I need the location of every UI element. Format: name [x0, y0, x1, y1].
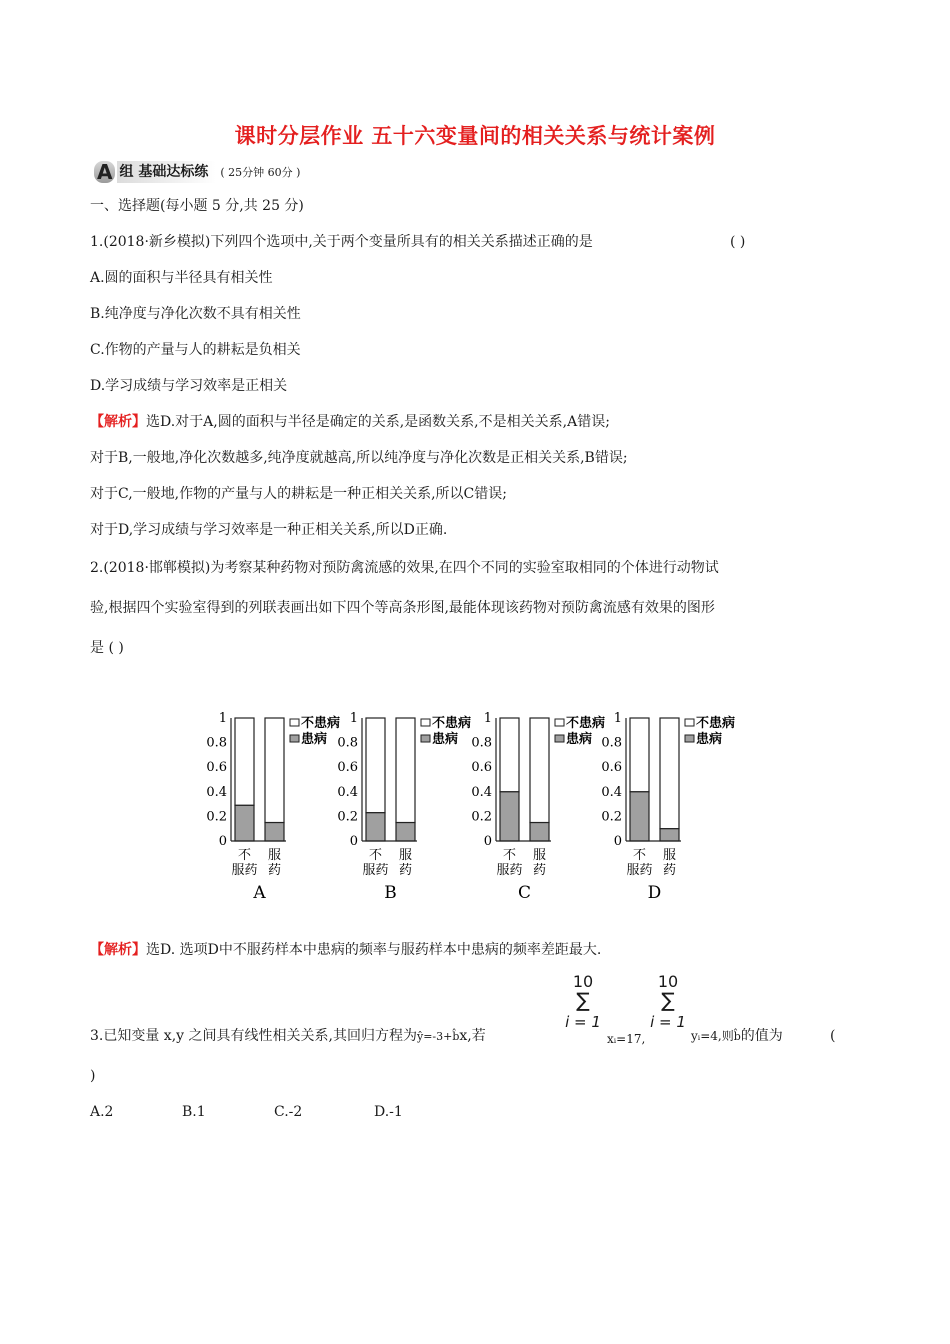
group-title: 组 基础达标练	[117, 161, 216, 183]
q3-stem-part-2	[691, 1026, 783, 1047]
legend-swatch-sick	[290, 735, 299, 742]
q1-option-d: D.学习成绩与学习效率是正相关	[90, 378, 288, 394]
q3-equation: =-3+	[423, 1030, 453, 1043]
bar-sick	[396, 823, 415, 841]
b-hat-symbol: b̂	[452, 1030, 460, 1043]
q3-sum-y: yᵢ=4,则	[691, 1029, 734, 1043]
group-letter-badge: A	[94, 161, 115, 183]
y-tick-label: 0.4	[471, 784, 492, 800]
legend-label: 患病	[566, 732, 593, 747]
q1-option-c: C.作物的产量与人的耕耘是负相关	[90, 342, 301, 358]
category-label: 服	[532, 848, 547, 863]
panel-label: B	[384, 883, 397, 903]
y-tick-label: 0.8	[601, 735, 622, 751]
category-label: 不	[237, 848, 252, 863]
group-time-note: ( 25分钟 60分 )	[220, 166, 301, 179]
bar-not-sick	[396, 718, 415, 823]
category-label: 药	[662, 863, 677, 878]
bar-not-sick	[235, 718, 254, 805]
category-label: 不	[368, 848, 383, 863]
bar-not-sick	[265, 718, 284, 823]
q2-analysis	[90, 940, 601, 960]
y-tick-label: 0.4	[601, 784, 622, 800]
y-tick-label: 0.2	[601, 809, 622, 825]
sum2-sigma-icon: ∑	[661, 988, 675, 1012]
category-label: 服药	[496, 863, 523, 878]
legend-label: 不患病	[566, 716, 606, 731]
bar-not-sick	[630, 718, 649, 792]
sum1-upper-limit: 10	[572, 972, 594, 991]
bar-not-sick	[366, 718, 385, 813]
q1-option-b: B.纯净度与净化次数不具有相关性	[90, 306, 301, 322]
panel-label: C	[517, 883, 532, 903]
legend-swatch-sick	[421, 735, 430, 742]
bar-sick	[235, 805, 254, 841]
q1-stem: 1.(2018·新乡模拟)下列四个选项中,关于两个变量所具有的相关关系描述正确的是	[90, 234, 593, 250]
sum2-upper-limit: 10	[657, 972, 679, 991]
y-tick-label: 0	[218, 834, 227, 849]
y-tick-label: 0.4	[206, 784, 227, 800]
q1-analysis-line-1	[90, 412, 610, 432]
category-label: 药	[532, 863, 547, 878]
y-tick-label: 0	[483, 834, 492, 849]
q3-option-a: A.2	[90, 1104, 114, 1120]
bar-charts-figure	[190, 700, 770, 910]
category-label: 药	[398, 863, 413, 878]
q1-analysis-line-4: 对于D,学习成绩与学习效率是一种正相关关系,所以D正确.	[90, 522, 448, 538]
sum1-sigma-icon: ∑	[576, 988, 590, 1012]
legend-label: 患病	[696, 732, 723, 747]
category-label: 服药	[626, 863, 653, 878]
y-tick-label: 1	[349, 711, 358, 726]
y-tick-label: 0	[349, 834, 358, 849]
y-tick-label: 1	[483, 711, 492, 726]
q3-option-c: C.-2	[274, 1104, 303, 1120]
q3-stem-tail: 的值为	[740, 1028, 783, 1044]
category-label: 服	[662, 848, 677, 863]
section-banner	[94, 161, 300, 183]
q2-analysis-label: 【解析】	[90, 942, 146, 958]
bar-sick	[630, 792, 649, 841]
y-tick-label: 0.2	[206, 809, 227, 825]
section-heading: 一、选择题(每小题 5 分,共 25 分)	[90, 198, 304, 214]
q3-option-b: B.1	[182, 1104, 206, 1120]
q2-stem-line-3: 是 ( )	[90, 640, 124, 656]
y-tick-label: 0.2	[337, 809, 358, 825]
q3-sum-x: xᵢ=17,	[607, 1032, 646, 1046]
y-tick-label: 0.2	[471, 809, 492, 825]
category-label: 服药	[231, 863, 258, 878]
legend-label: 不患病	[696, 716, 736, 731]
page-title: 课时分层作业 五十六变量间的相关关系与统计案例	[234, 124, 716, 148]
bar-sick	[366, 813, 385, 841]
y-tick-label: 0.6	[471, 760, 492, 776]
q3-stem-pre: 3.已知变量 x,y 之间具有线性相关关系,其回归方程为	[90, 1028, 417, 1044]
b-hat-symbol-2: b̂	[733, 1030, 741, 1043]
q1-analysis-text: 选D.对于A,圆的面积与半径是确定的关系,是函数关系,不是相关关系,A错误;	[146, 414, 610, 430]
bar-not-sick	[660, 718, 679, 829]
category-label: 药	[267, 863, 282, 878]
bar-sick	[530, 823, 549, 841]
sum1-lower-limit: i = 1	[565, 1013, 601, 1031]
q2-analysis-text: 选D. 选项D中不服药样本中患病的频率与服药样本中患病的频率差距最大.	[146, 942, 602, 958]
y-tick-label: 1	[613, 711, 622, 726]
y-tick-label: 0.6	[337, 760, 358, 776]
q3-stem-part-1	[90, 1026, 486, 1047]
category-label: 不	[502, 848, 517, 863]
legend-swatch-not-sick	[685, 719, 694, 726]
bar-sick	[660, 829, 679, 841]
legend-label: 患病	[432, 732, 459, 747]
bar-not-sick	[530, 718, 549, 823]
y-tick-label: 0.8	[206, 735, 227, 751]
legend-swatch-sick	[555, 735, 564, 742]
y-tick-label: 0	[613, 834, 622, 849]
y-hat-symbol: ŷ	[416, 1030, 424, 1043]
y-tick-label: 0.6	[206, 760, 227, 776]
category-label: 服药	[362, 863, 389, 878]
q1-analysis-line-3: 对于C,一般地,作物的产量与人的耕耘是一种正相关关系,所以C错误;	[90, 486, 507, 502]
q3-stem-mid: x,若	[459, 1028, 486, 1044]
legend-swatch-sick	[685, 735, 694, 742]
q2-stem-line-1: 2.(2018·邯郸模拟)为考察某种药物对预防禽流感的效果,在四个不同的实验室取相同的个体进行动物试	[90, 560, 719, 576]
category-label: 服	[398, 848, 413, 863]
category-label: 服	[267, 848, 282, 863]
y-tick-label: 0.4	[337, 784, 358, 800]
bar-sick	[500, 792, 519, 841]
panel-label: D	[647, 883, 662, 903]
q3-option-d: D.-1	[374, 1104, 403, 1120]
legend-label: 不患病	[301, 716, 341, 731]
legend-label: 不患病	[432, 716, 472, 731]
bar-sick	[265, 823, 284, 841]
q1-option-a: A.圆的面积与半径具有相关性	[90, 270, 273, 286]
sum2-lower-limit: i = 1	[650, 1013, 686, 1031]
legend-swatch-not-sick	[555, 719, 564, 726]
q1-analysis-label: 【解析】	[90, 414, 146, 430]
legend-swatch-not-sick	[421, 719, 430, 726]
q3-paren-open: (	[830, 1028, 836, 1044]
panel-label: A	[253, 883, 266, 903]
legend-swatch-not-sick	[290, 719, 299, 726]
legend-label: 患病	[301, 732, 328, 747]
q1-answer-paren: ( )	[730, 234, 746, 250]
q1-analysis-line-2: 对于B,一般地,净化次数越多,纯净度就越高,所以纯净度与净化次数是正相关关系,B错误;	[90, 450, 628, 466]
q2-stem-line-2: 验,根据四个实验室得到的列联表画出如下四个等高条形图,最能体现该药物对预防禽流感有效果的图形	[90, 600, 715, 616]
q3-paren-close: )	[90, 1068, 96, 1084]
y-tick-label: 0.8	[471, 735, 492, 751]
category-label: 不	[632, 848, 647, 863]
y-tick-label: 1	[218, 711, 227, 726]
y-tick-label: 0.6	[601, 760, 622, 776]
y-tick-label: 0.8	[337, 735, 358, 751]
bar-not-sick	[500, 718, 519, 792]
